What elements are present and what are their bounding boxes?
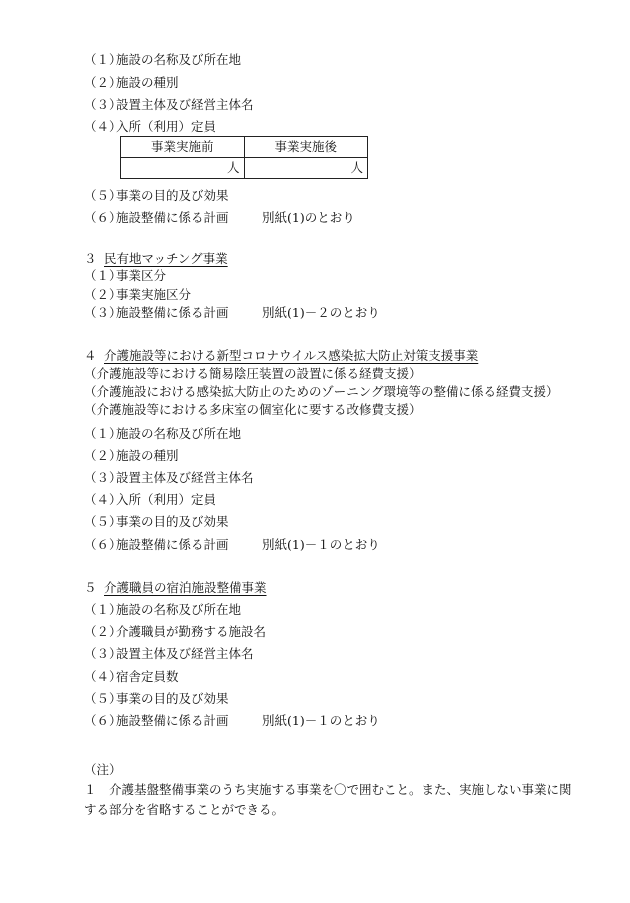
item-label: 事業実施区分	[116, 287, 192, 302]
section-3-heading: ３ 民有地マッチング事業	[84, 251, 228, 266]
item-label: 施設の名称及び所在地	[116, 52, 242, 67]
section-subtitle: （介護施設における感染拡大防止のためのゾーニング環境等の整備に係る経費支援）	[84, 384, 559, 399]
list-item	[84, 210, 544, 226]
item-label: 設置主体及び経営主体名	[116, 97, 254, 112]
list-item	[84, 646, 254, 662]
item-number: （２）	[84, 287, 122, 302]
list-item	[84, 287, 191, 303]
table-cell-after: 人	[244, 158, 368, 179]
list-item	[84, 448, 179, 464]
note-text: １ 介護基盤整備事業のうち実施する事業を〇で囲むこと。また、実施しない事業に関	[84, 782, 572, 797]
item-label: 施設整備に係る計画	[116, 305, 229, 320]
item-label: 施設の名称及び所在地	[116, 602, 242, 617]
item-number: （３）	[84, 305, 122, 320]
section-subtitle: （介護施設等における簡易陰圧装置の設置に係る経費支援）	[84, 366, 422, 381]
item-number: （２）	[84, 448, 122, 463]
item-number: （３）	[84, 646, 122, 661]
list-item	[84, 537, 544, 553]
note-title: （注）	[84, 762, 122, 777]
item-number: （６）	[84, 537, 122, 552]
item-reference: 別紙(1)－１のとおり	[262, 713, 380, 728]
item-number: （４）	[84, 119, 122, 134]
item-label: 施設整備に係る計画	[116, 537, 229, 552]
section-heading	[84, 251, 228, 267]
item-number: （５）	[84, 514, 122, 529]
item-number: （１）	[84, 52, 122, 67]
list-item	[84, 426, 241, 442]
list-item	[84, 514, 229, 530]
item-number: （１）	[84, 602, 122, 617]
list-item	[84, 52, 241, 68]
section-subtitle: （介護施設等における多床室の個室化に要する改修費支援）	[84, 402, 422, 417]
list-item	[84, 691, 229, 707]
item-label: 施設の種別	[116, 448, 179, 463]
list-item	[84, 188, 229, 204]
item-label: 介護職員が勤務する施設名	[116, 624, 267, 639]
section-5-heading: ５ 介護職員の宿泊施設整備事業	[84, 580, 267, 595]
item-reference: 別紙(1)－２のとおり	[262, 305, 380, 320]
section-heading	[84, 580, 267, 596]
item-number: （６）	[84, 210, 122, 225]
note-text: する部分を省略することができる。	[84, 802, 285, 817]
list-item	[84, 624, 266, 640]
item-label: 施設の種別	[116, 75, 179, 90]
list-item	[84, 713, 544, 729]
list-item	[84, 119, 216, 135]
item-number: （５）	[84, 691, 122, 706]
list-item	[84, 75, 179, 91]
section-heading	[84, 348, 478, 364]
item-number: （３）	[84, 470, 122, 485]
item-label: 事業の目的及び効果	[116, 691, 229, 706]
table-header-before: 事業実施前	[121, 137, 245, 158]
item-number: （２）	[84, 75, 122, 90]
item-number: （１）	[84, 268, 122, 283]
item-label: 事業の目的及び効果	[116, 514, 229, 529]
item-label: 施設整備に係る計画	[116, 210, 229, 225]
item-label: 入所（利用）定員	[116, 119, 217, 134]
list-item	[84, 602, 241, 618]
list-item	[84, 305, 544, 321]
item-label: 事業の目的及び効果	[116, 188, 229, 203]
list-item	[84, 470, 254, 486]
item-label: 宿舎定員数	[116, 669, 179, 684]
section-4-heading: ４ 介護施設等における新型コロナウイルス感染拡大防止対策支援事業	[84, 348, 479, 363]
item-number: （５）	[84, 188, 122, 203]
list-item	[84, 669, 179, 685]
list-item	[84, 492, 216, 508]
item-label: 施設整備に係る計画	[116, 713, 229, 728]
item-label: 入所（利用）定員	[116, 492, 217, 507]
list-item	[84, 268, 166, 284]
item-number: （４）	[84, 492, 122, 507]
capacity-table	[120, 136, 368, 179]
table-header-after: 事業実施後	[244, 137, 368, 158]
item-number: （１）	[84, 426, 122, 441]
item-number: （２）	[84, 624, 122, 639]
item-number: （４）	[84, 669, 122, 684]
item-label: 設置主体及び経営主体名	[116, 646, 254, 661]
item-number: （３）	[84, 97, 122, 112]
item-reference: 別紙(1)－１のとおり	[262, 537, 380, 552]
item-number: （６）	[84, 713, 122, 728]
item-label: 施設の名称及び所在地	[116, 426, 242, 441]
item-label: 事業区分	[116, 268, 167, 283]
item-label: 設置主体及び経営主体名	[116, 470, 254, 485]
table-cell-before: 人	[121, 158, 245, 179]
list-item	[84, 97, 254, 113]
item-reference: 別紙(1)のとおり	[262, 210, 355, 225]
